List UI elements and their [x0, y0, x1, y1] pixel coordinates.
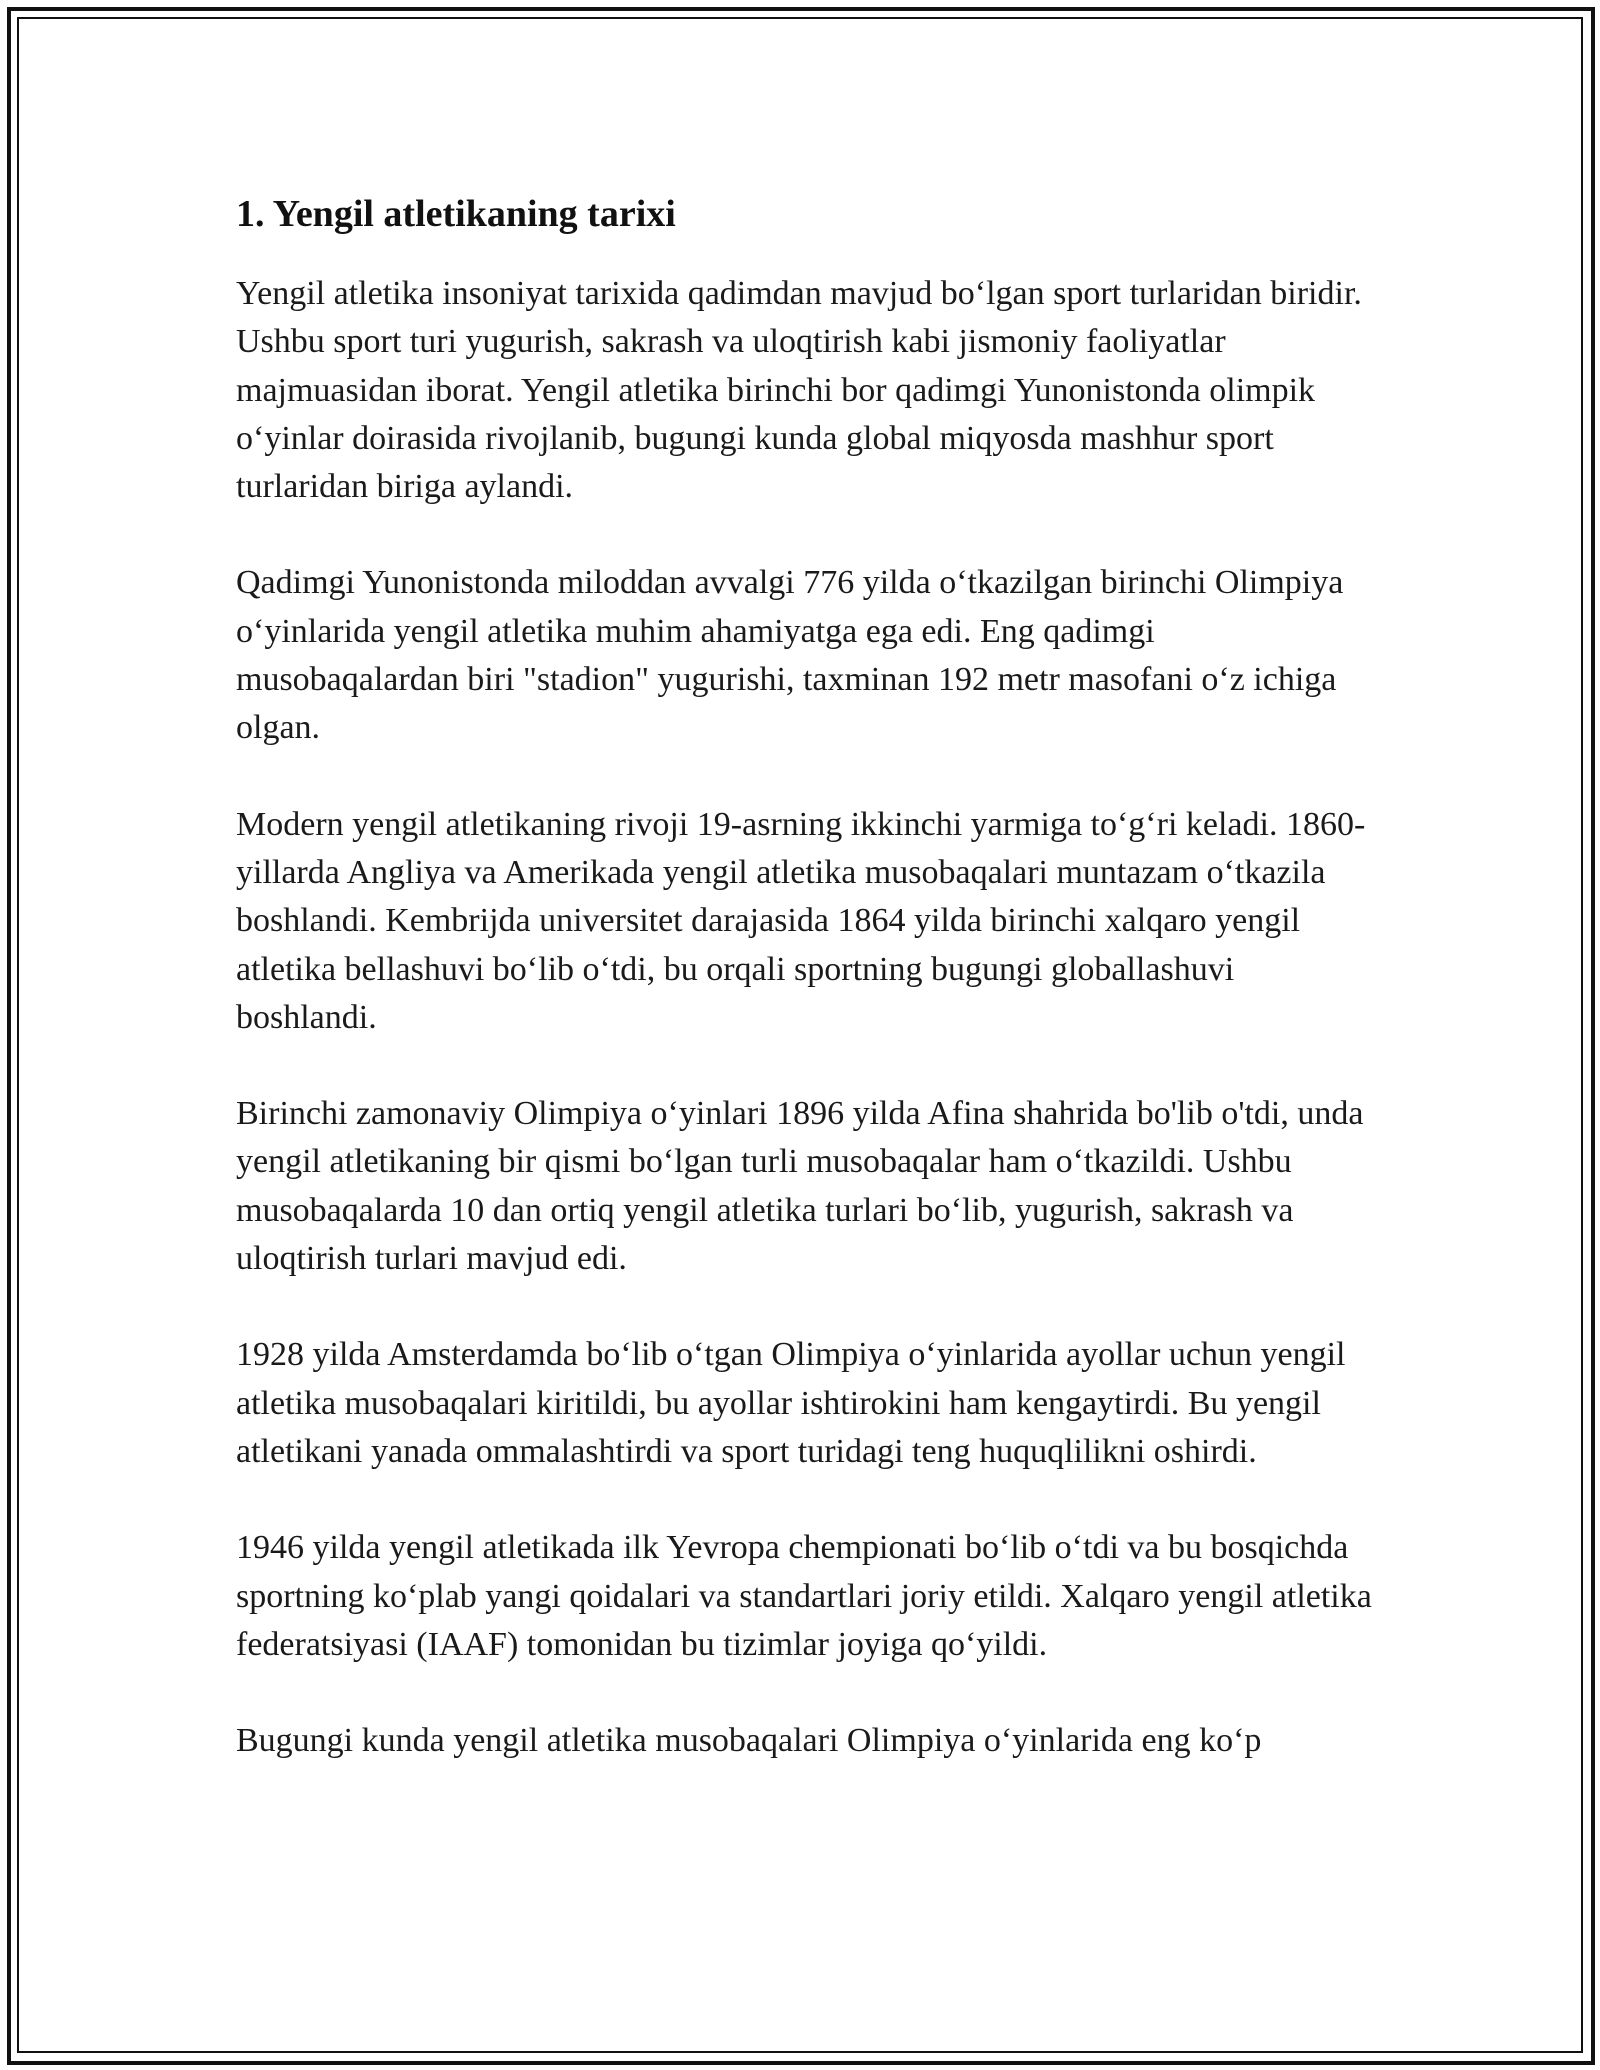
- paragraph-3: Modern yengil atletikaning rivoji 19-asrning ikkinchi yarmiga to‘g‘ri keladi. 1860-yillarda Angliya va Amerikada yengil atletika musobaqalari muntazam o‘tkazila boshlandi. Kembrijda universitet darajasida 1864 yilda birinchi xalqaro yengil atletika bellashuvi bo‘lib o‘tdi, bu orqali sportning bugungi globallashuvi boshlandi.: [236, 805, 1366, 1036]
- section-heading: 1. Yengil atletikaning tarixi: [236, 193, 676, 235]
- paragraph-4: Birinchi zamonaviy Olimpiya o‘yinlari 1896 yilda Afina shahrida bo'lib o'tdi, unda yengil atletikaning bir qismi bo‘lgan turli musobaqalar ham o‘tkazildi. Ushbu musobaqalarda 10 dan ortiq yengil atletika turlari bo‘lib, yugurish, sakrash va uloqtirish turlari mavjud edi.: [236, 1095, 1364, 1278]
- paragraph-1: Yengil atletika insoniyat tarixida qadimdan mavjud bo‘lgan sport turlaridan biridir. Ushbu sport turi yugurish, sakrash va uloqtirish kabi jismoniy faoliyatlar majmuasidan iborat. Yengil atletika birinchi bor qadimgi Yunonistonda olimpik o‘yinlar doirasida rivojlanib, bugungi kunda global miqyosda mashhur sport turlaridan biriga aylandi.: [236, 275, 1362, 506]
- document-body: [236, 186, 1376, 1813]
- paragraph-5: 1928 yilda Amsterdamda bo‘lib o‘tgan Olimpiya o‘yinlarida ayollar uchun yengil atletika musobaqalari kiritildi, bu ayollar ishtirokini ham kengaytirdi. Bu yengil atletikani yanada ommalashtirdi va sport turidagi teng huquqlilikni oshirdi.: [236, 1336, 1346, 1470]
- paragraph-6: 1946 yilda yengil atletikada ilk Yevropa chempionati bo‘lib o‘tdi va bu bosqichda sportning ko‘plab yangi qoidalari va standartlari joriy etildi. Xalqaro yengil atletika federatsiyasi (IAAF) tomonidan bu tizimlar joyiga qo‘yildi.: [236, 1529, 1372, 1663]
- paragraph-7: Bugungi kunda yengil atletika musobaqalari Olimpiya o‘yinlarida eng ko‘p: [236, 1722, 1262, 1760]
- paragraph-2: Qadimgi Yunonistonda miloddan avvalgi 776 yilda o‘tkazilgan birinchi Olimpiya o‘yinlarida yengil atletika muhim ahamiyatga ega edi. Eng qadimgi musobaqalardan biri "stadion" yugurishi, taxminan 192 metr masofani o‘z ichiga olgan.: [236, 564, 1344, 747]
